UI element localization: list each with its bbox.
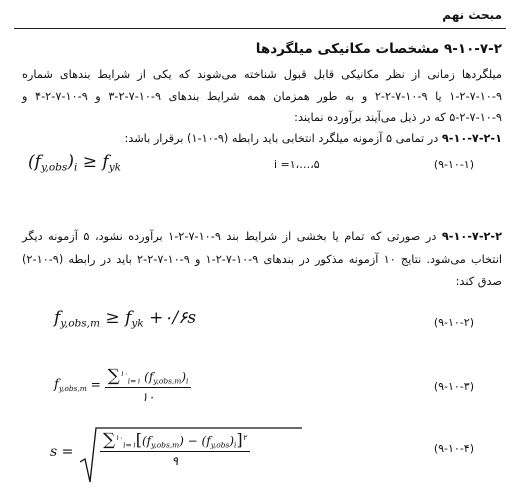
- clause-2-text: در صورتی که تمام یا بخشی از شرایط بند ۹-۱۰-۷-۲-۱ برآورده نشود، ۵ آزمونه دیگر انتخاب می‌شود. نتایج ۱۰ آزمونه مذکور در بندهای ۹-۱۰-۷-۲-۱ و ۹-۱۰-۷-۲-۲ باید در رابطه (۹-۱۰-۲) صدق کند:: [22, 230, 503, 288]
- chapter-header: مبحث نهم: [442, 8, 502, 22]
- equation-1-row: [20, 150, 502, 180]
- clause-1-text: در تمامی ۵ آزمونه میلگرد انتخابی باید رابطه (۹-۱۰-۱) برقرار باشد:: [124, 132, 442, 145]
- header-rule: [14, 28, 506, 29]
- equation-3-row: [20, 364, 502, 414]
- equation-1: $(f_{y,obs})_i \ge f_{yk}$: [28, 152, 122, 174]
- equation-2-number: (۹-۱۰-۲): [433, 316, 474, 329]
- equation-3-number: (۹-۱۰-۳): [433, 380, 474, 393]
- equation-4-number: (۹-۱۰-۴): [433, 442, 474, 455]
- section-title: ۹-۱۰-۷-۲ مشخصات مکانیکی میلگردها: [255, 41, 502, 57]
- clause-1-paragraph: [22, 128, 502, 150]
- equation-1-number: (۹-۱۰-۱): [433, 158, 474, 171]
- equation-4-fraction: $\sum^{۱۰}_{i=۱}[(f_{y,obs,m}) - (f_{y,obs})_i]^۲$ ۹: [100, 430, 250, 468]
- clause-2-paragraph: [22, 226, 502, 294]
- clause-1-number: ۹-۱۰-۷-۲-۱: [441, 132, 502, 145]
- intro-paragraph: میلگردها زمانی از نظر مکانیکی قابل قبول شناخته می‌شوند که یکی از شرایط بندهای شماره ۹-۱۰-۷-۲-۱ یا ۹-۱۰-۷-۲-۲ و به طور همزمان همه شرایط بندهای ۹-۱۰-۷-۲-۳ و ۹-۱۰-۷-۲-۴ و ۹-۱۰-۷-۲-۵ که در ذیل می‌آیند برآورده نمایند:: [22, 68, 503, 124]
- equation-2-row: [20, 306, 502, 336]
- equation-3: $f_{y,obs,m}$ = $\frac{\sum^{۱۰}_{i=۱} (f_{y,obs,m})_i}{۱۰}$: [54, 366, 191, 404]
- equation-1-range: i =۱،…،۵: [274, 158, 320, 171]
- clause-2-number: ۹-۱۰-۷-۲-۲: [441, 230, 502, 243]
- equation-3-fraction: $\frac{\sum^{۱۰}_{i=۱} (f_{y,obs,m})_i}{۱۰}$: [105, 366, 192, 404]
- equation-2: $f_{y,obs,m} \ge f_{yk}$ +۰/۶s: [54, 308, 197, 330]
- equation-4-row: s = $\sum^{۱۰}_{i=۱}[(f_{y,obs,m}) - (f_{y,obs})_i]^۲$ ۹ (۹-۱۰-۴): [20, 420, 502, 490]
